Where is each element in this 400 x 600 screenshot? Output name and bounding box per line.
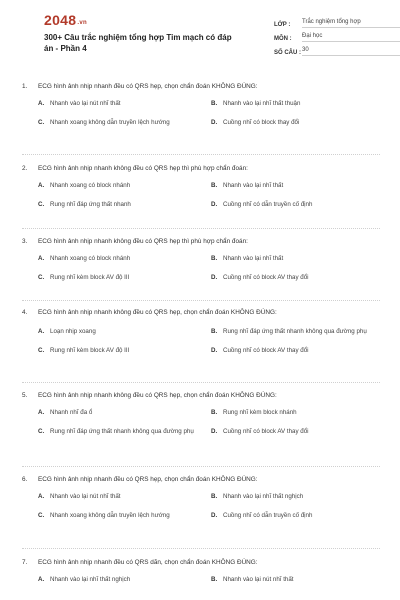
question-2 [22,162,380,211]
divider [22,228,380,229]
option-text: Nhanh vào lại nút nhĩ thất [50,492,121,500]
option-a[interactable]: A. Loạn nhịp xoang [38,327,96,335]
option-d[interactable]: D. Cuồng nhĩ có block AV thay đổi [211,427,309,435]
option-d[interactable]: D. Cuồng nhĩ có dẫn truyền cố định [211,200,313,208]
option-d[interactable]: D. Cuồng nhĩ có block AV thay đổi [211,346,309,354]
question-number: 7. [22,558,28,566]
meta-value: 30 [302,47,400,56]
divider [22,548,380,549]
question-number: 3. [22,237,28,245]
option-a[interactable]: A. Nhanh xoang có block nhánh [38,181,131,189]
divider [22,466,380,467]
option-text: Rung nhĩ kèm block AV độ III [50,273,130,281]
meta-row-class [274,14,400,28]
option-text: Nhanh xoang có block nhánh [50,254,131,262]
document-title: 300+ Câu trắc nghiệm tổng hợp Tim mạch có đáp án - Phần 4 [44,33,232,53]
option-text: Cuồng nhĩ có dẫn truyền cố định [223,200,313,208]
option-text: Nhanh vào lại nhĩ thất nghịch [223,492,304,500]
site-logo[interactable] [44,12,87,28]
option-text: Cuồng nhĩ có block AV thay đổi [223,346,309,354]
option-text: Nhanh vào lại nhĩ thất nghịch [50,575,131,583]
question-text: ECG hình ảnh nhịp nhanh đều có QRS hẹp, chọn chẩn đoán KHÔNG ĐÚNG: [38,475,258,483]
option-c[interactable]: C. Rung nhĩ đáp ứng thất nhanh [38,200,131,208]
option-a[interactable]: A. Nhanh vào lại nút nhĩ thất [38,99,121,107]
option-text: Nhanh vào lại nút nhĩ thất [50,99,121,107]
meta-row-subject [274,28,400,42]
option-a[interactable]: A. Nhanh vào lại nhĩ thất nghịch [38,575,131,583]
divider [22,382,380,383]
option-a[interactable]: A. Nhanh vào lại nút nhĩ thất [38,492,121,500]
option-b[interactable]: B. Rung nhĩ đáp ứng thất nhanh không qua đường phụ [211,327,367,335]
option-text: Rung nhĩ kèm block AV độ III [50,346,130,354]
meta-value: Trắc nghiệm tổng hợp [302,19,400,28]
question-5 [22,389,380,438]
option-text: Nhanh vào lại nhĩ thất thuận [223,99,301,107]
option-text: Cuồng nhĩ có block AV thay đổi [223,427,309,435]
question-4 [22,306,380,357]
option-c[interactable]: C. Nhanh xoang không dẫn truyền lệch hướng [38,118,170,126]
question-number: 6. [22,475,28,483]
option-text: Nhanh vào lại nhĩ thất [223,254,284,262]
question-6 [22,473,380,522]
option-a[interactable]: A. Nhanh xoang có block nhánh [38,254,131,262]
question-3 [22,235,380,284]
option-text: Loạn nhịp xoang [50,327,96,335]
option-c[interactable]: C. Nhanh xoang không dẫn truyền lệch hướng [38,511,170,519]
question-text: ECG hình ảnh nhịp nhanh đều có QRS dãn, chọn chẩn đoán KHÔNG ĐÚNG: [38,558,258,566]
meta-label: MÔN : [274,36,292,42]
option-b[interactable]: B. Nhanh vào lại nút nhĩ thất [211,575,294,583]
question-text: ECG hình ảnh nhịp nhanh không đều có QRS hẹp thì phù hợp chẩn đoán: [38,164,248,172]
meta-row-count [274,42,400,56]
option-c[interactable]: C. Rung nhĩ đáp ứng thất nhanh không qua đường phụ [38,427,194,435]
header [22,0,380,66]
meta-value: Đại học [302,33,400,42]
option-d[interactable]: D. Cuồng nhĩ có block AV thay đổi [211,273,309,281]
question-number: 2. [22,164,28,172]
option-b[interactable]: B. Nhanh vào lại nhĩ thất nghịch [211,492,304,500]
question-text: ECG hình ảnh nhịp nhanh không đều có QRS hẹp, chọn chẩn đoán KHÔNG ĐÚNG: [38,308,277,316]
option-d[interactable]: D. Cuồng nhĩ có dẫn truyền cố định [211,511,313,519]
option-c[interactable]: C. Rung nhĩ kèm block AV độ III [38,273,130,281]
question-number: 5. [22,391,28,399]
option-text: Rung nhĩ kèm block nhánh [223,408,297,416]
option-b[interactable]: B. Rung nhĩ kèm block nhánh [211,408,297,416]
option-text: Rung nhĩ đáp ứng thất nhanh không qua đường phụ [50,427,194,435]
logo-suffix: .vn [77,20,87,26]
option-b[interactable]: B. Nhanh vào lại nhĩ thất thuận [211,99,301,107]
option-text: Nhanh vào lại nhĩ thất [223,181,284,189]
option-text: Rung nhĩ đáp ứng thất nhanh [50,200,131,208]
option-text: Nhanh xoang không dẫn truyền lệch hướng [50,511,170,519]
option-text: Cuồng nhĩ có dẫn truyền cố định [223,511,313,519]
question-1 [22,80,380,129]
question-number: 4. [22,308,28,316]
divider [22,300,380,301]
option-text: Cuồng nhĩ có block AV thay đổi [223,273,309,281]
option-b[interactable]: B. Nhanh vào lại nhĩ thất [211,254,284,262]
option-text: Nhanh vào lại nút nhĩ thất [223,575,294,583]
question-text: ECG hình ảnh nhịp nhanh không đều có QRS hẹp thì phù hợp chẩn đoán: [38,237,248,245]
option-c[interactable]: C. Rung nhĩ kèm block AV độ III [38,346,130,354]
option-text: Cuồng nhĩ có block thay đổi [223,118,300,126]
question-text: ECG hình ảnh nhịp nhanh đều có QRS hẹp, chọn chẩn đoán KHÔNG ĐÚNG: [38,82,258,90]
question-number: 1. [22,82,28,90]
option-text: Rung nhĩ đáp ứng thất nhanh không qua đường phụ [223,327,367,335]
option-text: Nhanh xoang không dẫn truyền lệch hướng [50,118,170,126]
option-a[interactable]: A. Nhanh nhĩ đa ổ [38,408,93,416]
option-d[interactable]: D. Cuồng nhĩ có block thay đổi [211,118,300,126]
question-text: ECG hình ảnh nhịp nhanh không đều có QRS hẹp, chọn chẩn đoán KHÔNG ĐÚNG: [38,391,277,399]
question-7 [22,556,380,586]
logo-text: 2048 [44,12,77,28]
option-b[interactable]: B. Nhanh vào lại nhĩ thất [211,181,284,189]
divider [22,154,380,155]
meta-label: LỚP : [274,22,291,28]
meta-box [274,14,400,56]
option-text: Nhanh xoang có block nhánh [50,181,131,189]
option-text: Nhanh nhĩ đa ổ [50,408,93,416]
meta-label: SỐ CÂU : [274,50,301,56]
